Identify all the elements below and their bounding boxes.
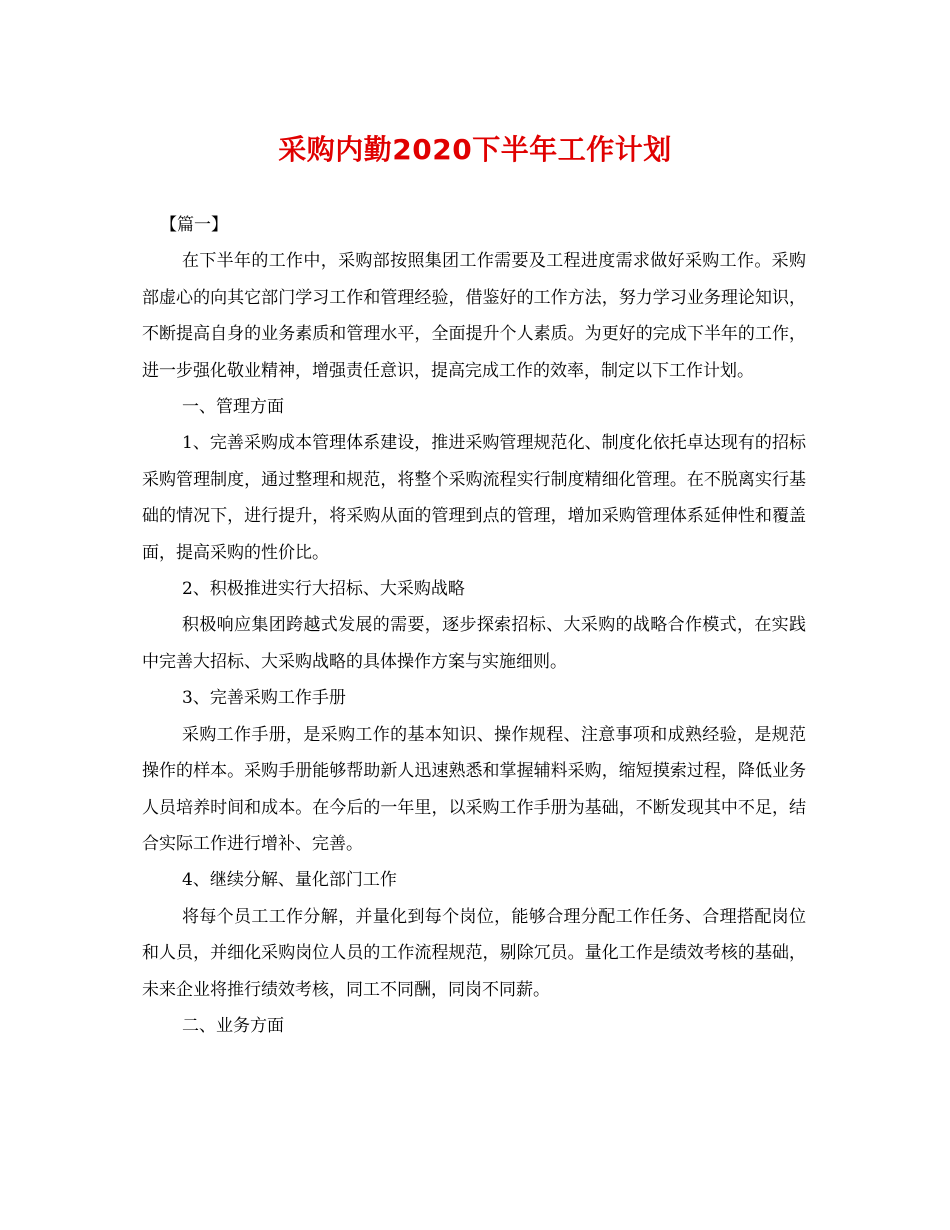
document-title: 采购内勤2020下半年工作计划 xyxy=(278,133,672,166)
subsection-heading: 4、继续分解、量化部门工作 xyxy=(182,870,397,891)
section-heading: 一、管理方面 xyxy=(182,397,284,418)
paragraph: 采购工作手册，是采购工作的基本知识、操作规程、注意事项和成熟经验，是规范操作的样本。采购手册能够帮助新人迅速熟悉和掌握辅料采购，缩短摸索过程，降低业务人员培养时间和成本。在今后的一年里，以采购工作手册为基础，不断发现其中不足，结合实际工作进行增补、完善。 xyxy=(142,724,806,854)
document-body xyxy=(142,207,806,1044)
paragraph: 在下半年的工作中，采购部按照集团工作需要及工程进度需求做好采购工作。采购部虚心的向其它部门学习工作和管理经验，借鉴好的工作方法，努力学习业务理论知识，不断提高自身的业务素质和管理水平，全面提升个人素质。为更好的完成下半年的工作，进一步强化敬业精神，增强责任意识，提高完成工作的效率，制定以下工作计划。 xyxy=(142,251,806,381)
paragraph: 将每个员工工作分解，并量化到每个岗位，能够合理分配工作任务、合理搭配岗位和人员，并细化采购岗位人员的工作流程规范，剔除冗员。量化工作是绩效考核的基础，未来企业将推行绩效考核，同工不同酬，同岗不同薪。 xyxy=(142,906,806,1000)
section-tag: 【篇一】 xyxy=(160,215,228,235)
subsection-heading: 2、积极推进实行大招标、大采购战略 xyxy=(182,579,465,600)
section-heading: 二、业务方面 xyxy=(182,1015,284,1036)
subsection-heading: 3、完善采购工作手册 xyxy=(182,688,346,709)
paragraph: 1、完善采购成本管理体系建设，推进采购管理规范化、制度化依托卓达现有的招标采购管理制度，通过整理和规范，将整个采购流程实行制度精细化管理。在不脱离实行基础的情况下，进行提升，将采购从面的管理到点的管理，增加采购管理体系延伸性和覆盖面，提高采购的性价比。 xyxy=(142,433,806,563)
paragraph: 积极响应集团跨越式发展的需要，逐步探索招标、大采购的战略合作模式，在实践中完善大招标、大采购战略的具体操作方案与实施细则。 xyxy=(142,615,806,672)
